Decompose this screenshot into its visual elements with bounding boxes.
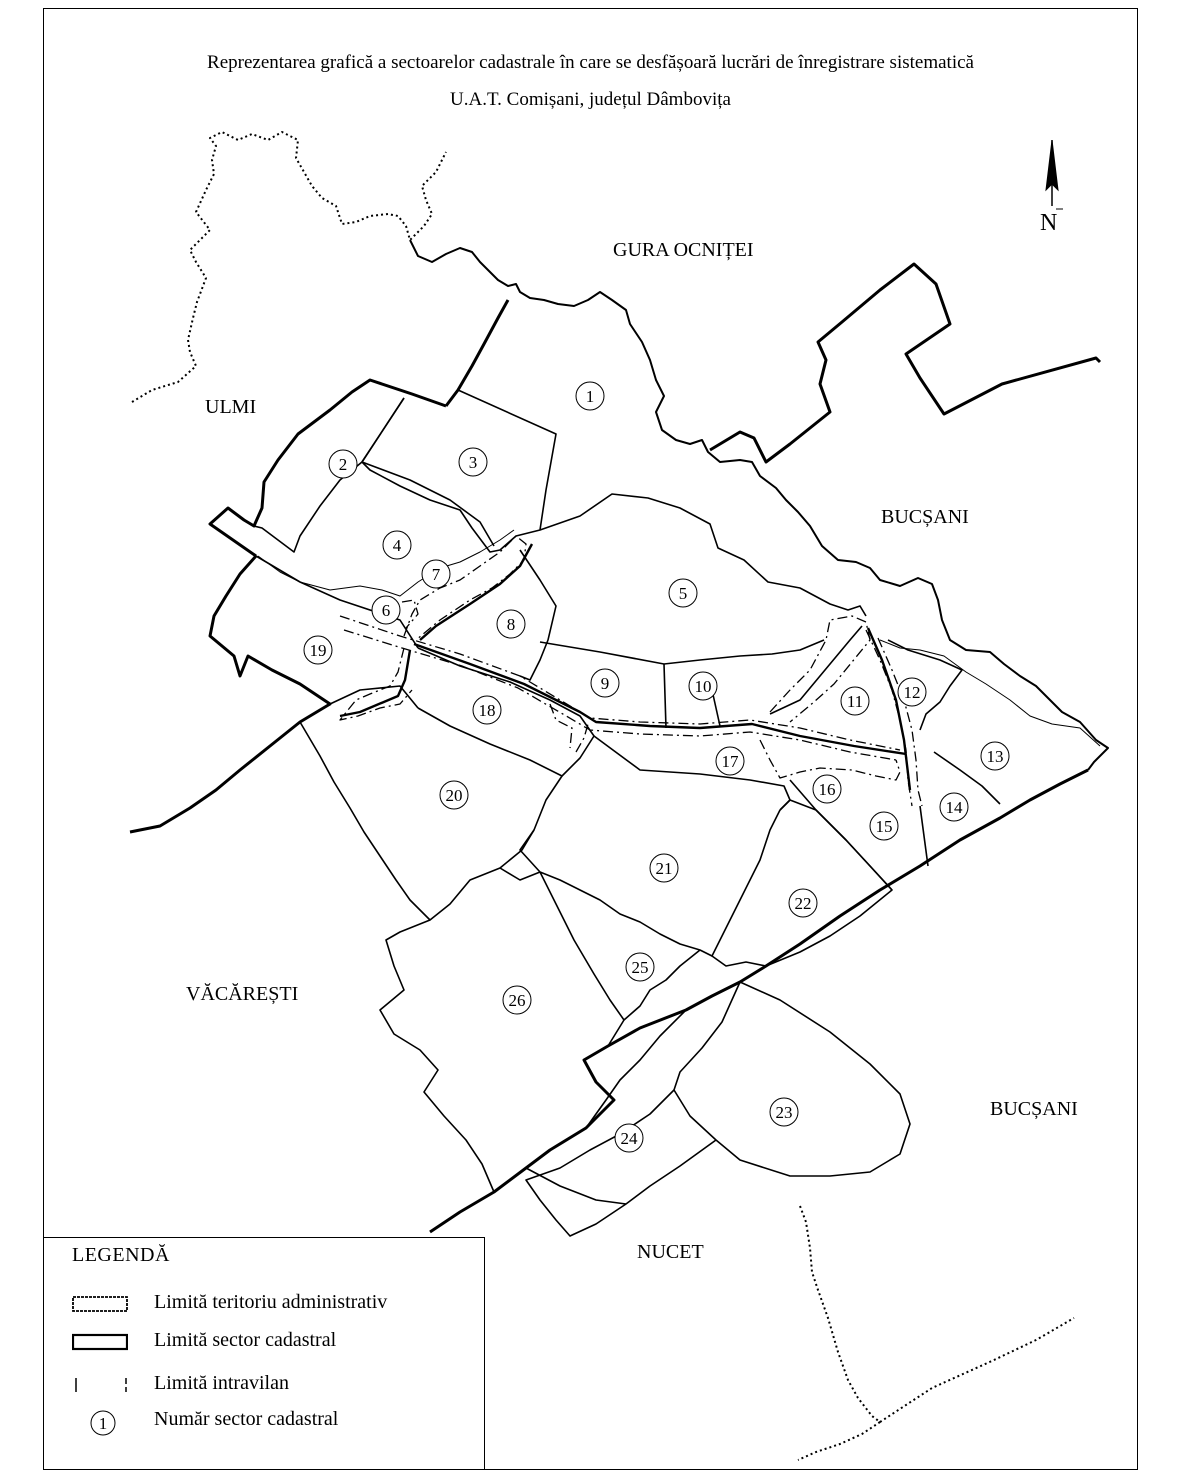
sector-number-text: 20 xyxy=(445,786,463,805)
sector-number-text: 25 xyxy=(631,958,649,977)
sector-number-text: 15 xyxy=(875,817,893,836)
legend-item-number xyxy=(44,1408,484,1438)
sector-number-text: 16 xyxy=(818,780,836,799)
sector-number-2 xyxy=(329,450,357,478)
sector-number-text: 22 xyxy=(794,894,812,913)
sector-number-20 xyxy=(440,781,468,809)
legend-label-number: Număr sector cadastral xyxy=(154,1408,339,1430)
sector-number-text: 4 xyxy=(392,536,402,555)
sector-18-outline xyxy=(418,648,594,776)
sector-number-8 xyxy=(497,610,525,638)
sector-5-outline xyxy=(540,494,866,616)
sector-26-outline xyxy=(380,868,624,1192)
map-title: Reprezentarea grafică a sectoarelor cadastrale în care se desfășoară lucrări de înregistrare sistematică xyxy=(207,52,974,73)
sector-number-text: 6 xyxy=(381,601,391,620)
place-bucsani-north: BUCȘANI xyxy=(881,506,969,528)
sector-number-18 xyxy=(473,696,501,724)
sector-number-text: 10 xyxy=(694,677,712,696)
admin-boundary-sw-dashed xyxy=(798,1422,880,1460)
sector-number-text: 18 xyxy=(478,701,496,720)
sector-number-26 xyxy=(503,986,531,1014)
sector-23-outline xyxy=(674,982,910,1176)
sector-number-19 xyxy=(304,636,332,664)
admin-boundary-ne-dashed xyxy=(800,1206,880,1422)
admin-boundary-symbol-icon xyxy=(72,1295,128,1313)
sector-number-9 xyxy=(591,669,619,697)
place-gura-ocnitei: GURA OCNIȚEI xyxy=(613,239,754,261)
sector-number-23 xyxy=(770,1098,798,1126)
sector-17-outline xyxy=(594,736,790,810)
north-label: N xyxy=(1040,210,1058,236)
sector-8-outline xyxy=(520,550,556,680)
sector-21-outline xyxy=(520,810,780,956)
sector-number-1 xyxy=(576,382,604,410)
legend-label-sector: Limită sector cadastral xyxy=(154,1329,337,1351)
sector-number-text: 17 xyxy=(721,752,739,771)
legend-item-admin xyxy=(44,1291,484,1321)
intravilan-east-road xyxy=(866,630,922,806)
sector-15-outline xyxy=(920,806,928,866)
sector-2-outline xyxy=(254,398,404,552)
sector-24-nucet-edge xyxy=(526,1168,626,1204)
road-solid-c xyxy=(868,628,910,790)
sector-number-text: 23 xyxy=(775,1103,793,1122)
sector-number-24 xyxy=(615,1124,643,1152)
sector-number-text: 19 xyxy=(309,641,327,660)
place-bucsani-south: BUCȘANI xyxy=(990,1098,1078,1120)
sector-number-22 xyxy=(789,889,817,917)
sector-number-10 xyxy=(689,672,717,700)
legend-item-intravilan xyxy=(44,1372,484,1402)
sector-1-outline xyxy=(362,390,556,552)
place-nucet: NUCET xyxy=(637,1241,704,1263)
sector-number-11 xyxy=(841,687,869,715)
sector-number-text: 2 xyxy=(338,455,348,474)
sector-number-text: 1 xyxy=(585,387,595,406)
intravilan-18-spur xyxy=(550,704,588,752)
place-vacaresti: VĂCĂREȘTI xyxy=(186,983,299,1005)
river-line xyxy=(410,240,1108,770)
sector-number-25 xyxy=(626,953,654,981)
sector-number-13 xyxy=(981,742,1009,770)
sector-labels xyxy=(304,382,1009,1152)
legend-label-admin: Limită teritoriu administrativ xyxy=(154,1291,388,1313)
admin-boundary-se-dashed xyxy=(880,1318,1074,1422)
sector-number-7 xyxy=(422,560,450,588)
sector-number-17 xyxy=(716,747,744,775)
sector-number-16 xyxy=(813,775,841,803)
legend-label-intravilan: Limită intravilan xyxy=(154,1372,289,1394)
admin-boundary-nw xyxy=(132,132,446,402)
intravilan-6-spur xyxy=(402,600,418,628)
legend-item-sector xyxy=(44,1329,484,1359)
sector-24-outline xyxy=(526,1010,716,1236)
sector-number-text: 9 xyxy=(600,674,610,693)
sector-number-text: 21 xyxy=(655,859,673,878)
sector-number-text: 11 xyxy=(846,692,864,711)
sector-number-21 xyxy=(650,854,678,882)
sector-number-14 xyxy=(940,793,968,821)
sector-9-10-divider xyxy=(664,664,666,728)
north-arrow-icon xyxy=(1040,140,1063,236)
sector-number-6 xyxy=(372,596,400,624)
map-subtitle: U.A.T. Comișani, județul Dâmbovița xyxy=(450,89,731,110)
sector-number-text: 7 xyxy=(431,565,441,584)
sector-number-12 xyxy=(898,678,926,706)
sector-number-text: 26 xyxy=(508,991,526,1010)
admin-boundary-southwest xyxy=(130,556,330,832)
sector-25-outline xyxy=(540,872,700,1020)
admin-boundary-east xyxy=(710,264,1100,462)
sector-number-4 xyxy=(383,531,411,559)
legend-sample-number: 1 xyxy=(98,1414,108,1433)
sector-number-15 xyxy=(870,812,898,840)
sector-boundary-symbol-icon xyxy=(72,1333,128,1351)
sector-number-text: 8 xyxy=(506,615,516,634)
legend-title: LEGENDĂ xyxy=(72,1244,170,1266)
sector-number-text: 3 xyxy=(468,453,478,472)
admin-boundary-main xyxy=(446,300,508,406)
intravilan-south-spur xyxy=(340,648,412,720)
sector-number-5 xyxy=(669,579,697,607)
place-ulmi: ULMI xyxy=(205,396,257,418)
sector-number-3 xyxy=(459,448,487,476)
sector-number-text: 13 xyxy=(986,747,1004,766)
sector-number-text: 14 xyxy=(945,798,963,817)
legend xyxy=(43,1237,485,1470)
sector-number-text: 5 xyxy=(678,584,688,603)
sector-number-text: 24 xyxy=(620,1129,638,1148)
intravilan-boundary-symbol-icon xyxy=(72,1376,128,1394)
sector-number-symbol-icon xyxy=(88,1408,118,1438)
sector-20-outline xyxy=(300,686,562,920)
sector-5-south xyxy=(540,640,824,664)
sector-number-text: 12 xyxy=(903,683,921,702)
